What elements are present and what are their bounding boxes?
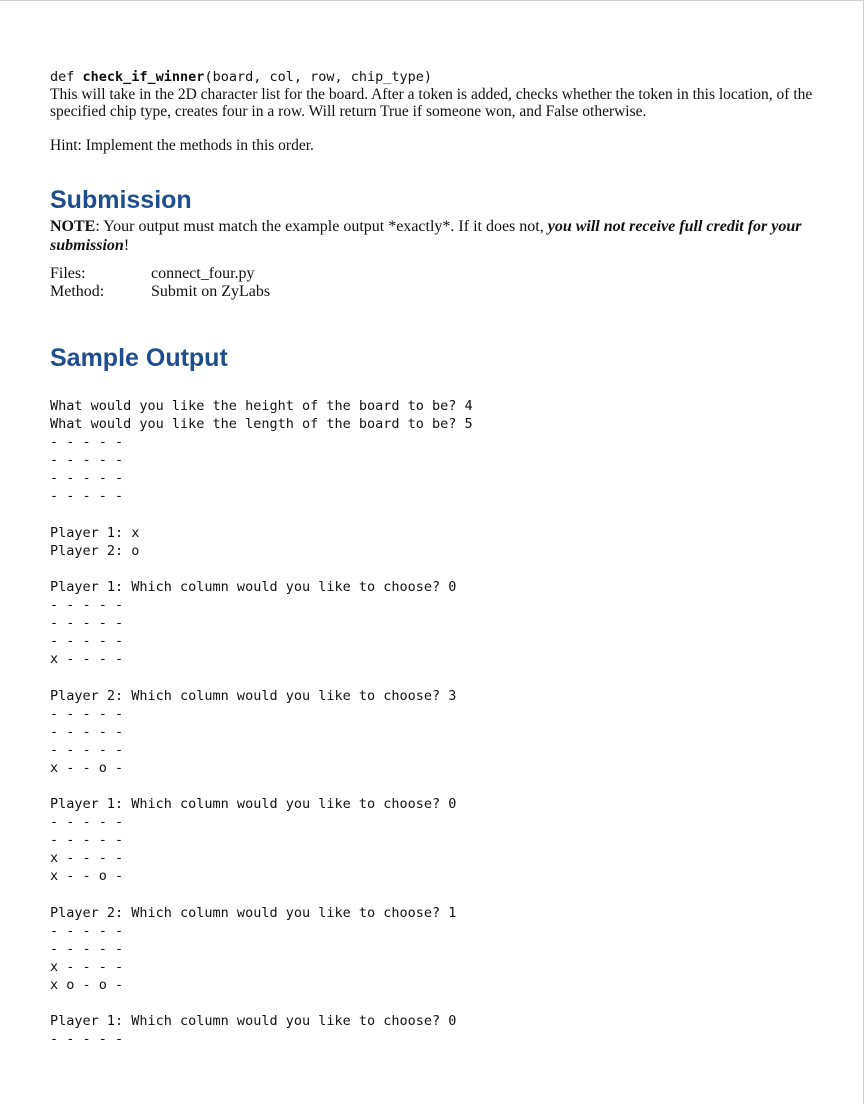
note-label: NOTE — [50, 218, 96, 235]
sample-output-line: x - - - - — [50, 651, 124, 668]
sample-output-line: - - - - - — [50, 434, 124, 451]
submission-heading: Submission — [50, 186, 192, 214]
sample-output-line: - - - - - — [50, 814, 124, 831]
sample-output-line: Player 1: Which column would you like to choose? 0 — [50, 1013, 457, 1030]
sample-output-line: What would you like the height of the board to be? 4 — [50, 398, 473, 414]
function-name: check_if_winner — [82, 69, 205, 85]
sample-output-line: Player 2: o — [50, 542, 140, 559]
files-label: Files: — [50, 265, 86, 282]
sample-output-line: - - - - - — [50, 723, 124, 740]
submission-note — [50, 217, 820, 255]
method-label: Method: — [50, 283, 105, 300]
files-value: connect_four.py — [151, 265, 255, 282]
sample-output-line: x - - o - — [50, 759, 124, 776]
sample-output-line: - - - - - — [50, 452, 124, 469]
signature-prefix: def — [50, 69, 83, 85]
sample-output-block — [50, 397, 820, 1048]
sample-output-line — [50, 994, 820, 1012]
method-row — [50, 283, 820, 301]
sample-output-line: Player 1: x — [50, 524, 140, 541]
sample-output-line: - - - - - — [50, 1031, 124, 1048]
sample-output-line: Player 2: Which column would you like to choose? 3 — [50, 687, 457, 704]
sample-output-line: What would you like the length of the board to be? 5 — [50, 416, 473, 433]
hint-text: Hint: Implement the methods in this order. — [50, 137, 314, 154]
sample-output-line: x o - o - — [50, 977, 124, 993]
function-params: (board, col, row, chip_type) — [204, 69, 433, 85]
sample-output-line: x - - - - — [50, 958, 124, 975]
sample-output-line: - - - - - — [50, 470, 124, 487]
sample-output-line: - - - - - — [50, 597, 124, 614]
function-signature — [50, 69, 820, 86]
sample-output-line: - - - - - — [50, 741, 124, 758]
sample-output-line — [50, 668, 820, 686]
function-description: This will take in the 2D character list for the board. After a token is added, checks whether the token in this location, of the specified chip type, creates four in a row. Will return True if someone won, and False otherwise. — [50, 86, 813, 120]
sample-output-line: - - - - - — [50, 488, 124, 505]
sample-output-heading: Sample Output — [50, 344, 228, 372]
document-page — [50, 69, 820, 1048]
sample-output-line: - - - - - — [50, 832, 124, 849]
sample-output-line: - - - - - — [50, 922, 124, 939]
sample-output-line: x - - o - — [50, 868, 124, 885]
sample-output-line — [50, 560, 820, 578]
sample-output-line: Player 1: Which column would you like to choose? 0 — [50, 796, 457, 813]
note-text: : Your output must match the example output *exactly*. If it does not, — [95, 218, 548, 235]
sample-output-line — [50, 886, 820, 904]
sample-output-line: - - - - - — [50, 705, 124, 722]
files-row — [50, 265, 820, 283]
sample-output-line: x - - - - — [50, 850, 124, 867]
sample-output-line: - - - - - — [50, 615, 124, 632]
sample-output-line: - - - - - — [50, 633, 124, 650]
sample-output-line — [50, 777, 820, 795]
method-value: Submit on ZyLabs — [151, 283, 271, 300]
note-end: ! — [123, 237, 130, 254]
submission-details — [50, 265, 820, 301]
sample-output-line — [50, 506, 820, 524]
sample-output-line: - - - - - — [50, 940, 124, 957]
note-emphasis: you will not receive full credit for your submission — [50, 218, 802, 254]
sample-output-line: Player 1: Which column would you like to choose? 0 — [50, 578, 457, 595]
sample-output-line: Player 2: Which column would you like to choose? 1 — [50, 904, 457, 921]
